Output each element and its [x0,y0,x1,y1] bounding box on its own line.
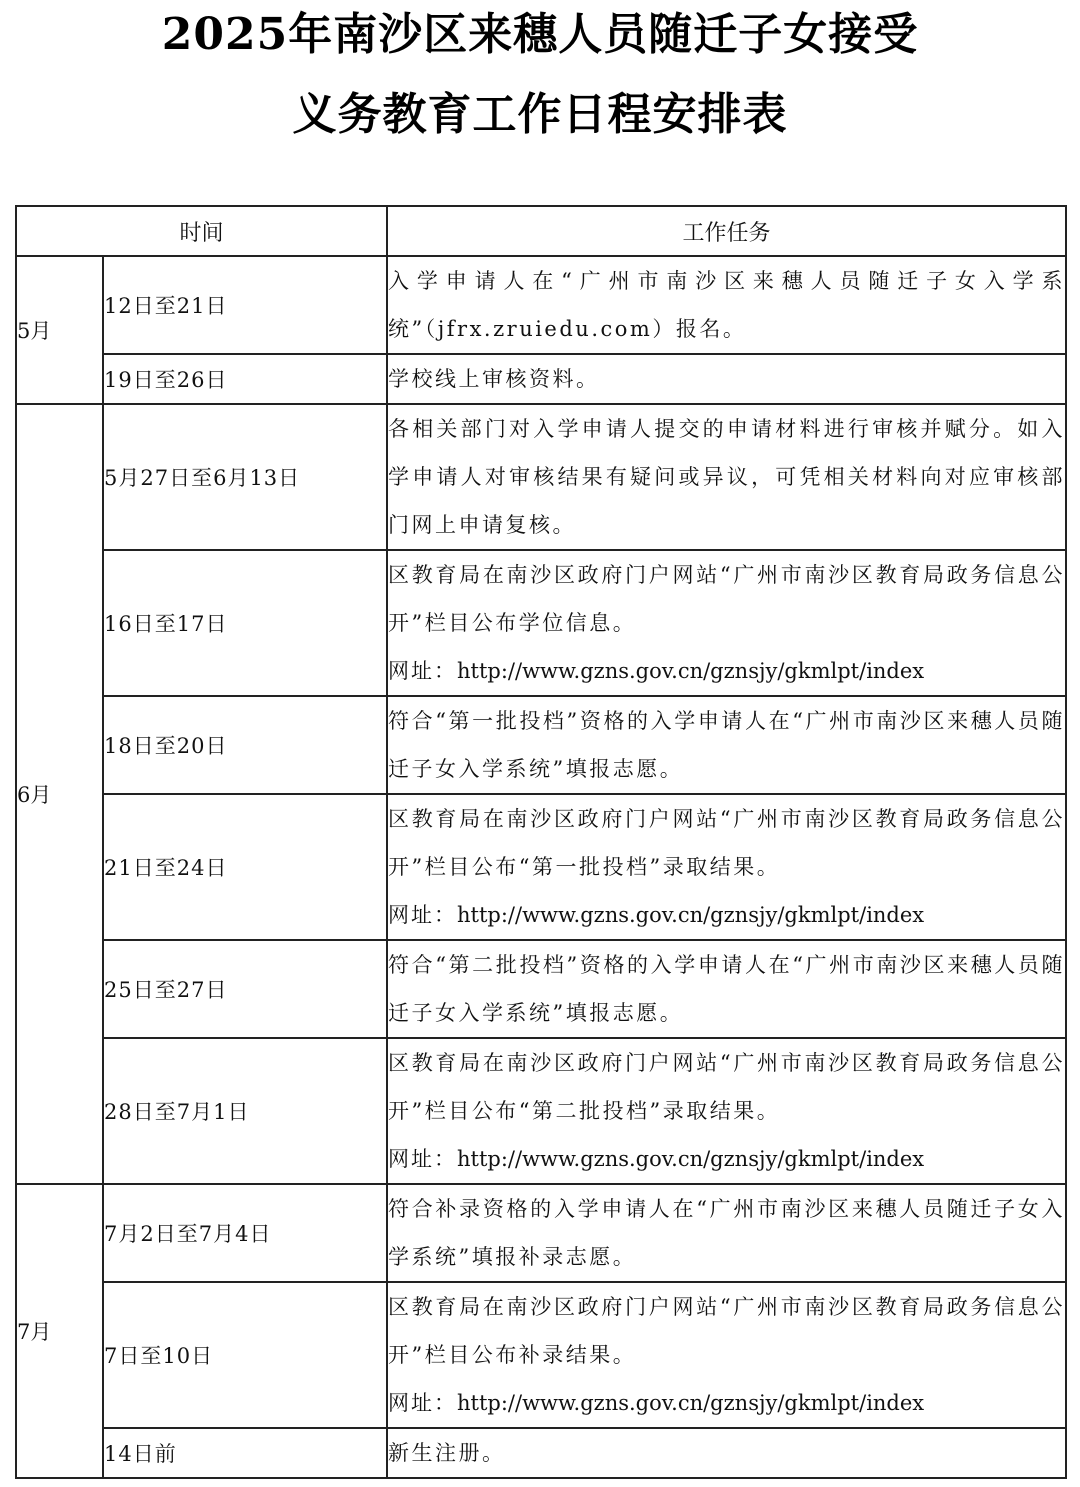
date-cell: 19日至26日 [103,354,387,404]
page-title-line-2: 义务教育工作日程安排表 [292,89,788,140]
task-text: 学校线上审核资料。 [388,367,600,391]
header-task: 工作任务 [387,206,1066,256]
task-text: 区教育局在南沙区政府门户网站“广州市南沙区教育局政务信息公开”栏目公布补录结果。 [388,1295,1066,1367]
month-cell-may: 5月 [16,256,103,404]
date-cell: 7日至10日 [103,1282,387,1428]
table-row [16,354,1066,404]
url-line [388,647,1065,695]
url-link[interactable]: http://www.gzns.gov.cn/gznsjy/gkmlpt/index [457,903,925,927]
task-text: 区教育局在南沙区政府门户网站“广州市南沙区教育局政务信息公开”栏目公布学位信息。 [388,563,1066,635]
table-row [16,256,1066,354]
url-label: 网址： [388,659,458,683]
task-cell [387,696,1066,794]
url-label: 网址： [388,903,458,927]
task-text: 区教育局在南沙区政府门户网站“广州市南沙区教育局政务信息公开”栏目公布“第一批投档”录取结果。 [388,807,1066,879]
url-line [388,891,1065,939]
date-cell: 28日至7月1日 [103,1038,387,1184]
header-time: 时间 [16,206,387,256]
schedule-table [15,205,1067,1479]
url-link[interactable]: http://www.gzns.gov.cn/gznsjy/gkmlpt/index [457,659,925,683]
date-cell: 7月2日至7月4日 [103,1184,387,1282]
url-line [388,1379,1065,1427]
table-row [16,1282,1066,1428]
task-text: 入学申请人在“广州市南沙区来穗人员随迁子女入学系统”（jfrx.zruiedu.com）报名。 [388,269,1066,341]
table-row [16,1428,1066,1478]
date-cell: 16日至17日 [103,550,387,696]
date-cell: 14日前 [103,1428,387,1478]
task-text: 符合“第一批投档”资格的入学申请人在“广州市南沙区来穗人员随迁子女入学系统”填报志愿。 [388,709,1066,781]
task-cell [387,256,1066,354]
task-cell [387,1184,1066,1282]
task-cell [387,940,1066,1038]
date-cell: 12日至21日 [103,256,387,354]
url-label: 网址： [388,1391,458,1415]
table-row [16,1184,1066,1282]
table-row [16,550,1066,696]
task-text: 新生注册。 [388,1441,506,1465]
task-text: 各相关部门对入学申请人提交的申请材料进行审核并赋分。如入学申请人对审核结果有疑问或异议，可凭相关材料向对应审核部门网上申请复核。 [388,417,1066,537]
month-cell-june: 6月 [16,404,103,1184]
task-cell [387,1038,1066,1184]
task-cell [387,1282,1066,1428]
month-cell-july: 7月 [16,1184,103,1478]
date-cell: 25日至27日 [103,940,387,1038]
task-cell [387,354,1066,404]
task-cell [387,550,1066,696]
table-row [16,1038,1066,1184]
table-row [16,404,1066,550]
task-text: 区教育局在南沙区政府门户网站“广州市南沙区教育局政务信息公开”栏目公布“第二批投档”录取结果。 [388,1051,1066,1123]
url-link[interactable]: http://www.gzns.gov.cn/gznsjy/gkmlpt/index [457,1391,925,1415]
table-row [16,794,1066,940]
table-row [16,940,1066,1038]
task-cell [387,794,1066,940]
url-line [388,1135,1065,1183]
date-cell: 18日至20日 [103,696,387,794]
task-cell [387,1428,1066,1478]
date-cell: 5月27日至6月13日 [103,404,387,550]
url-link[interactable]: http://www.gzns.gov.cn/gznsjy/gkmlpt/index [457,1147,925,1171]
page-title-line-1: 2025年南沙区来穗人员随迁子女接受 [161,9,919,60]
url-label: 网址： [388,1147,458,1171]
table-row [16,696,1066,794]
task-text: 符合补录资格的入学申请人在“广州市南沙区来穗人员随迁子女入学系统”填报补录志愿。 [388,1197,1066,1269]
date-cell: 21日至24日 [103,794,387,940]
task-text: 符合“第二批投档”资格的入学申请人在“广州市南沙区来穗人员随迁子女入学系统”填报志愿。 [388,953,1066,1025]
task-cell [387,404,1066,550]
